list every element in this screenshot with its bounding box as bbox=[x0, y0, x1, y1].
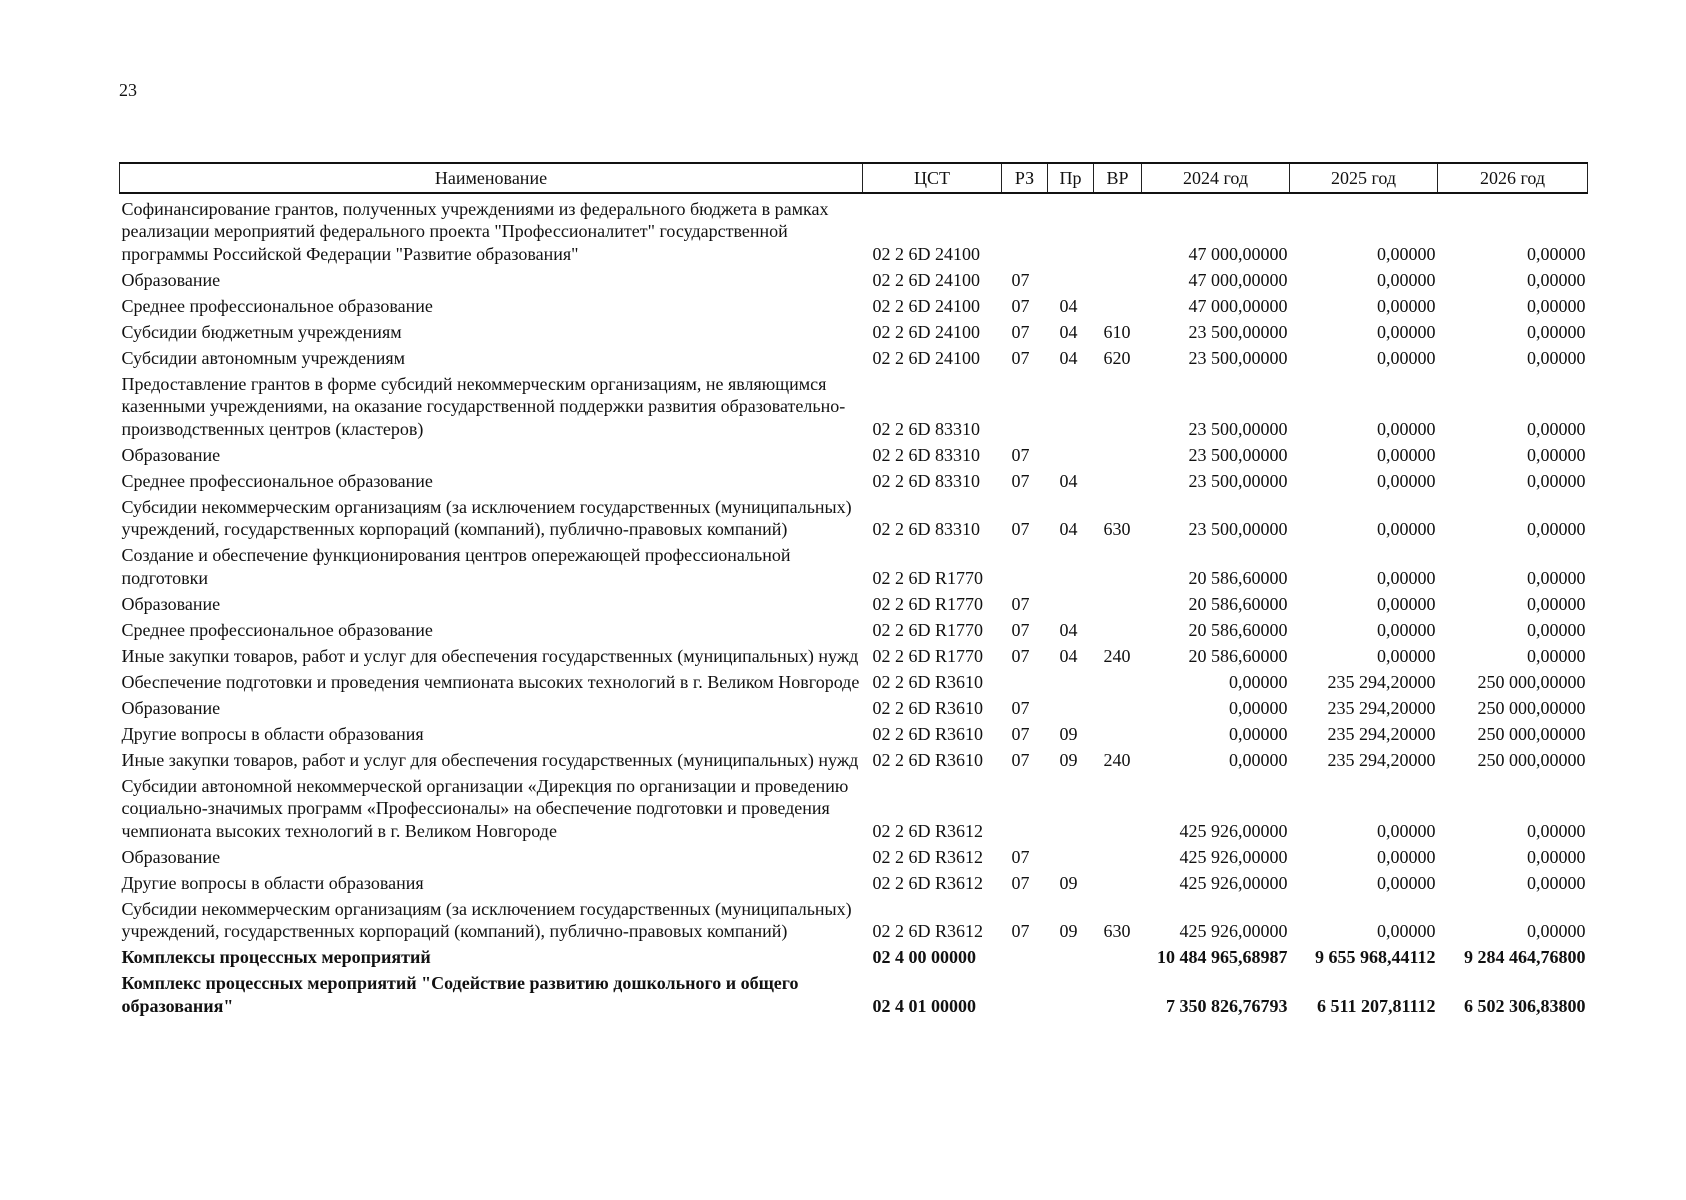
cell-name: Субсидии автономной некоммерческой организации «Дирекция по организации и проведению социально-значимых программ «Профессионалы» на обеспечение подготовки и проведения чемпионата высоких технологий в г. Великом Новгороде bbox=[121, 775, 849, 841]
cell-name: Иные закупки товаров, работ и услуг для обеспечения государственных (муниципальных) нужд bbox=[121, 749, 859, 770]
cell-name: Образование bbox=[121, 269, 221, 290]
cell-y2025: 0,00000 bbox=[1377, 444, 1436, 465]
cell-cst: 02 2 6D 83310 bbox=[872, 444, 980, 465]
cell-pr bbox=[1048, 842, 1094, 868]
header-name: Наименование bbox=[120, 163, 863, 193]
cell-y2024: 0,00000 bbox=[1229, 749, 1288, 770]
cell-vr bbox=[1094, 466, 1142, 492]
cell-pr: 04 bbox=[1059, 619, 1078, 640]
table-body bbox=[120, 193, 1588, 1017]
cell-pr: 04 bbox=[1059, 295, 1078, 316]
cell-y2024: 20 586,60000 bbox=[1188, 645, 1288, 666]
cell-rz: 07 bbox=[1011, 470, 1030, 491]
cell-cst: 02 4 01 00000 bbox=[872, 995, 976, 1016]
cell-name: Комплексы процессных мероприятий bbox=[121, 947, 431, 967]
cell-pr: 09 bbox=[1059, 723, 1078, 744]
cell-rz: 07 bbox=[1011, 697, 1030, 718]
cell-cst: 02 2 6D R1770 bbox=[872, 593, 984, 614]
cell-cst: 02 2 6D 24100 bbox=[872, 321, 980, 342]
cell-y2025: 0,00000 bbox=[1377, 295, 1436, 316]
page-number: 23 bbox=[119, 80, 137, 100]
cell-vr bbox=[1094, 667, 1142, 693]
cell-rz bbox=[1002, 969, 1048, 1018]
table-header-row bbox=[120, 163, 1588, 193]
cell-y2025: 0,00000 bbox=[1377, 820, 1436, 841]
header-2025: 2025 год bbox=[1290, 163, 1438, 193]
cell-vr: 620 bbox=[1103, 347, 1131, 368]
cell-y2025: 0,00000 bbox=[1377, 470, 1436, 491]
cell-pr bbox=[1048, 943, 1094, 969]
cell-rz bbox=[1002, 369, 1048, 440]
cell-y2024: 425 926,00000 bbox=[1179, 846, 1288, 867]
cell-y2026: 0,00000 bbox=[1527, 846, 1586, 867]
cell-pr: 04 bbox=[1059, 347, 1078, 368]
cell-cst: 02 2 6D R3610 bbox=[872, 697, 984, 718]
cell-y2026: 0,00000 bbox=[1527, 269, 1586, 290]
cell-vr bbox=[1094, 693, 1142, 719]
cell-cst: 02 2 6D R1770 bbox=[872, 619, 984, 640]
cell-name: Образование bbox=[121, 593, 221, 614]
cell-pr bbox=[1048, 440, 1094, 466]
cell-y2026: 0,00000 bbox=[1527, 470, 1586, 491]
cell-y2025: 0,00000 bbox=[1377, 567, 1436, 588]
cell-y2026: 0,00000 bbox=[1527, 921, 1586, 941]
cell-name: Софинансирование грантов, полученных учреждениями из федерального бюджета в рамках реализации мероприятий федерального проекта "Профессионалитет" государственной программы Российской Федерации "Развитие образования" bbox=[121, 198, 829, 264]
table-row bbox=[120, 719, 1588, 745]
cell-pr bbox=[1048, 369, 1094, 440]
cell-vr: 630 bbox=[1103, 921, 1131, 941]
table-row bbox=[120, 943, 1588, 969]
table-row bbox=[120, 466, 1588, 492]
cell-y2026: 250 000,00000 bbox=[1477, 697, 1586, 718]
cell-rz: 07 bbox=[1011, 619, 1030, 640]
cell-y2025: 0,00000 bbox=[1377, 619, 1436, 640]
table-row bbox=[120, 193, 1588, 265]
cell-y2026: 0,00000 bbox=[1527, 645, 1586, 666]
cell-name: Среднее профессиональное образование bbox=[121, 619, 433, 640]
cell-y2024: 425 926,00000 bbox=[1179, 872, 1288, 893]
cell-rz: 07 bbox=[1011, 295, 1030, 316]
cell-rz bbox=[1002, 771, 1048, 842]
cell-y2024: 23 500,00000 bbox=[1188, 321, 1288, 342]
cell-cst: 02 2 6D 24100 bbox=[872, 295, 980, 316]
cell-pr: 04 bbox=[1059, 645, 1078, 666]
cell-name: Другие вопросы в области образования bbox=[121, 872, 424, 893]
budget-table bbox=[119, 162, 1588, 1017]
cell-y2026: 0,00000 bbox=[1527, 519, 1586, 539]
cell-y2026: 250 000,00000 bbox=[1477, 723, 1586, 744]
cell-rz: 07 bbox=[1011, 723, 1030, 744]
cell-y2024: 47 000,00000 bbox=[1188, 269, 1288, 290]
cell-cst: 02 2 6D 83310 bbox=[872, 470, 980, 491]
cell-cst: 02 2 6D R3612 bbox=[872, 921, 984, 941]
cell-vr: 630 bbox=[1103, 519, 1131, 539]
cell-name: Субсидии бюджетным учреждениям bbox=[121, 321, 402, 342]
cell-vr bbox=[1094, 265, 1142, 291]
cell-y2024: 20 586,60000 bbox=[1188, 619, 1288, 640]
cell-y2024: 0,00000 bbox=[1229, 723, 1288, 744]
table-row bbox=[120, 541, 1588, 590]
cell-y2024: 0,00000 bbox=[1229, 697, 1288, 718]
cell-y2025: 235 294,20000 bbox=[1327, 697, 1436, 718]
cell-y2025: 0,00000 bbox=[1377, 846, 1436, 867]
table-row bbox=[120, 894, 1588, 943]
cell-vr bbox=[1094, 589, 1142, 615]
header-vr: ВР bbox=[1094, 163, 1142, 193]
cell-cst: 02 2 6D R3610 bbox=[872, 723, 984, 744]
cell-y2025: 235 294,20000 bbox=[1327, 749, 1436, 770]
cell-name: Другие вопросы в области образования bbox=[121, 723, 424, 744]
cell-y2026: 0,00000 bbox=[1527, 347, 1586, 368]
table-row bbox=[120, 641, 1588, 667]
table-row bbox=[120, 615, 1588, 641]
cell-name: Образование bbox=[121, 697, 221, 718]
cell-y2026: 0,00000 bbox=[1527, 619, 1586, 640]
cell-y2026: 0,00000 bbox=[1527, 444, 1586, 465]
cell-y2026: 250 000,00000 bbox=[1477, 671, 1586, 692]
cell-name: Обеспечение подготовки и проведения чемпионата высоких технологий в г. Великом Новгороде bbox=[121, 671, 860, 692]
cell-y2025: 0,00000 bbox=[1377, 347, 1436, 368]
table-row bbox=[120, 745, 1588, 771]
cell-name: Субсидии некоммерческим организациям (за исключением государственных (муниципальных) учреждений, государственных корпораций (компаний), публично-правовых компаний) bbox=[121, 496, 852, 539]
cell-rz: 07 bbox=[1011, 645, 1030, 666]
cell-rz: 07 bbox=[1011, 593, 1030, 614]
cell-pr: 04 bbox=[1059, 519, 1078, 539]
cell-pr bbox=[1048, 693, 1094, 719]
cell-y2024: 20 586,60000 bbox=[1188, 567, 1288, 588]
cell-y2026: 0,00000 bbox=[1527, 593, 1586, 614]
cell-y2025: 0,00000 bbox=[1377, 645, 1436, 666]
cell-y2024: 23 500,00000 bbox=[1188, 519, 1288, 539]
cell-vr bbox=[1094, 615, 1142, 641]
cell-rz: 07 bbox=[1011, 749, 1030, 770]
cell-name: Среднее профессиональное образование bbox=[121, 295, 433, 316]
cell-y2026: 0,00000 bbox=[1527, 567, 1586, 588]
header-2026: 2026 год bbox=[1438, 163, 1588, 193]
cell-cst: 02 2 6D 83310 bbox=[872, 418, 980, 439]
cell-name: Образование bbox=[121, 444, 221, 465]
cell-y2024: 425 926,00000 bbox=[1179, 820, 1288, 841]
cell-y2025: 0,00000 bbox=[1377, 921, 1436, 941]
cell-rz: 07 bbox=[1011, 444, 1030, 465]
cell-rz: 07 bbox=[1011, 519, 1030, 539]
cell-rz bbox=[1002, 541, 1048, 590]
cell-y2025: 9 655 968,44112 bbox=[1314, 947, 1436, 967]
cell-vr bbox=[1094, 193, 1142, 265]
cell-rz: 07 bbox=[1011, 872, 1030, 893]
cell-cst: 02 2 6D 24100 bbox=[872, 347, 980, 368]
cell-name: Создание и обеспечение функционирования центров опережающей профессиональной подготовки bbox=[121, 545, 791, 588]
cell-y2025: 6 511 207,81112 bbox=[1316, 995, 1436, 1016]
cell-rz: 07 bbox=[1011, 347, 1030, 368]
cell-y2026: 0,00000 bbox=[1527, 243, 1586, 264]
cell-cst: 02 4 00 00000 bbox=[872, 947, 976, 967]
cell-cst: 02 2 6D R1770 bbox=[872, 567, 984, 588]
cell-y2024: 23 500,00000 bbox=[1188, 444, 1288, 465]
cell-pr bbox=[1048, 589, 1094, 615]
cell-cst: 02 2 6D 24100 bbox=[872, 269, 980, 290]
cell-name: Среднее профессиональное образование bbox=[121, 470, 433, 491]
cell-vr: 240 bbox=[1103, 645, 1131, 666]
cell-vr bbox=[1094, 719, 1142, 745]
cell-y2024: 10 484 965,68987 bbox=[1157, 947, 1288, 967]
table-row bbox=[120, 771, 1588, 842]
cell-vr bbox=[1094, 291, 1142, 317]
cell-y2024: 20 586,60000 bbox=[1188, 593, 1288, 614]
cell-rz: 07 bbox=[1011, 846, 1030, 867]
cell-y2025: 0,00000 bbox=[1377, 418, 1436, 439]
cell-pr: 04 bbox=[1059, 321, 1078, 342]
cell-y2024: 7 350 826,76793 bbox=[1166, 995, 1288, 1016]
table-row bbox=[120, 868, 1588, 894]
cell-y2024: 47 000,00000 bbox=[1188, 243, 1288, 264]
cell-y2024: 0,00000 bbox=[1229, 671, 1288, 692]
cell-vr bbox=[1094, 969, 1142, 1018]
cell-vr: 240 bbox=[1103, 749, 1131, 770]
cell-y2025: 0,00000 bbox=[1377, 321, 1436, 342]
cell-pr bbox=[1048, 193, 1094, 265]
cell-y2024: 23 500,00000 bbox=[1188, 347, 1288, 368]
cell-y2025: 0,00000 bbox=[1377, 593, 1436, 614]
cell-name: Иные закупки товаров, работ и услуг для обеспечения государственных (муниципальных) нужд bbox=[121, 645, 859, 666]
cell-y2025: 0,00000 bbox=[1377, 519, 1436, 539]
cell-pr bbox=[1048, 771, 1094, 842]
cell-pr: 04 bbox=[1059, 470, 1078, 491]
cell-vr bbox=[1094, 868, 1142, 894]
table-row bbox=[120, 317, 1588, 343]
cell-pr bbox=[1048, 265, 1094, 291]
cell-y2026: 0,00000 bbox=[1527, 872, 1586, 893]
cell-y2026: 0,00000 bbox=[1527, 418, 1586, 439]
cell-y2026: 0,00000 bbox=[1527, 295, 1586, 316]
table-row bbox=[120, 291, 1588, 317]
cell-cst: 02 2 6D R3610 bbox=[872, 671, 984, 692]
table-row bbox=[120, 969, 1588, 1018]
cell-y2026: 9 284 464,76800 bbox=[1464, 947, 1586, 967]
cell-rz: 07 bbox=[1011, 321, 1030, 342]
cell-vr: 610 bbox=[1103, 321, 1131, 342]
cell-rz bbox=[1002, 943, 1048, 969]
cell-y2025: 0,00000 bbox=[1377, 243, 1436, 264]
table-row bbox=[120, 265, 1588, 291]
table-row bbox=[120, 589, 1588, 615]
cell-cst: 02 2 6D R3612 bbox=[872, 846, 984, 867]
cell-cst: 02 2 6D R3610 bbox=[872, 749, 984, 770]
cell-pr bbox=[1048, 969, 1094, 1018]
cell-y2026: 6 502 306,83800 bbox=[1464, 995, 1586, 1016]
cell-cst: 02 2 6D R1770 bbox=[872, 645, 984, 666]
cell-cst: 02 2 6D R3612 bbox=[872, 820, 984, 841]
table-row bbox=[120, 369, 1588, 440]
cell-name: Субсидии некоммерческим организациям (за исключением государственных (муниципальных) учреждений, государственных корпораций (компаний), публично-правовых компаний) bbox=[121, 898, 852, 941]
header-pr: Пр bbox=[1048, 163, 1094, 193]
cell-pr: 09 bbox=[1059, 872, 1078, 893]
cell-name: Комплекс процессных мероприятий "Содействие развитию дошкольного и общего образования" bbox=[121, 973, 799, 1016]
table-row bbox=[120, 343, 1588, 369]
cell-vr bbox=[1094, 541, 1142, 590]
cell-name: Субсидии автономным учреждениям bbox=[121, 347, 406, 368]
table-row bbox=[120, 667, 1588, 693]
cell-pr: 09 bbox=[1059, 921, 1078, 941]
cell-cst: 02 2 6D 83310 bbox=[872, 519, 980, 539]
cell-rz bbox=[1002, 193, 1048, 265]
cell-vr bbox=[1094, 369, 1142, 440]
cell-pr: 09 bbox=[1059, 749, 1078, 770]
header-cst: ЦСТ bbox=[863, 163, 1002, 193]
cell-y2024: 47 000,00000 bbox=[1188, 295, 1288, 316]
cell-y2024: 23 500,00000 bbox=[1188, 470, 1288, 491]
header-rz: РЗ bbox=[1002, 163, 1048, 193]
cell-vr bbox=[1094, 440, 1142, 466]
cell-vr bbox=[1094, 842, 1142, 868]
cell-y2026: 0,00000 bbox=[1527, 820, 1586, 841]
table-row bbox=[120, 440, 1588, 466]
cell-y2025: 0,00000 bbox=[1377, 269, 1436, 290]
cell-rz bbox=[1002, 667, 1048, 693]
table-row bbox=[120, 492, 1588, 541]
table-row bbox=[120, 842, 1588, 868]
cell-vr bbox=[1094, 943, 1142, 969]
cell-cst: 02 2 6D 24100 bbox=[872, 243, 980, 264]
cell-cst: 02 2 6D R3612 bbox=[872, 872, 984, 893]
cell-name: Предоставление грантов в форме субсидий некоммерческим организациям, не являющимся казенными учреждениями, на оказание государственной поддержки развития образовательно-производственных центров (кластеров) bbox=[121, 373, 846, 439]
cell-name: Образование bbox=[121, 846, 221, 867]
cell-y2024: 425 926,00000 bbox=[1179, 921, 1288, 941]
header-2024: 2024 год bbox=[1142, 163, 1290, 193]
cell-rz: 07 bbox=[1011, 269, 1030, 290]
cell-y2025: 0,00000 bbox=[1377, 872, 1436, 893]
cell-y2025: 235 294,20000 bbox=[1327, 671, 1436, 692]
cell-rz: 07 bbox=[1011, 921, 1030, 941]
cell-pr bbox=[1048, 667, 1094, 693]
cell-y2025: 235 294,20000 bbox=[1327, 723, 1436, 744]
cell-vr bbox=[1094, 771, 1142, 842]
cell-pr bbox=[1048, 541, 1094, 590]
cell-y2024: 23 500,00000 bbox=[1188, 418, 1288, 439]
cell-y2026: 0,00000 bbox=[1527, 321, 1586, 342]
table-row bbox=[120, 693, 1588, 719]
cell-y2026: 250 000,00000 bbox=[1477, 749, 1586, 770]
